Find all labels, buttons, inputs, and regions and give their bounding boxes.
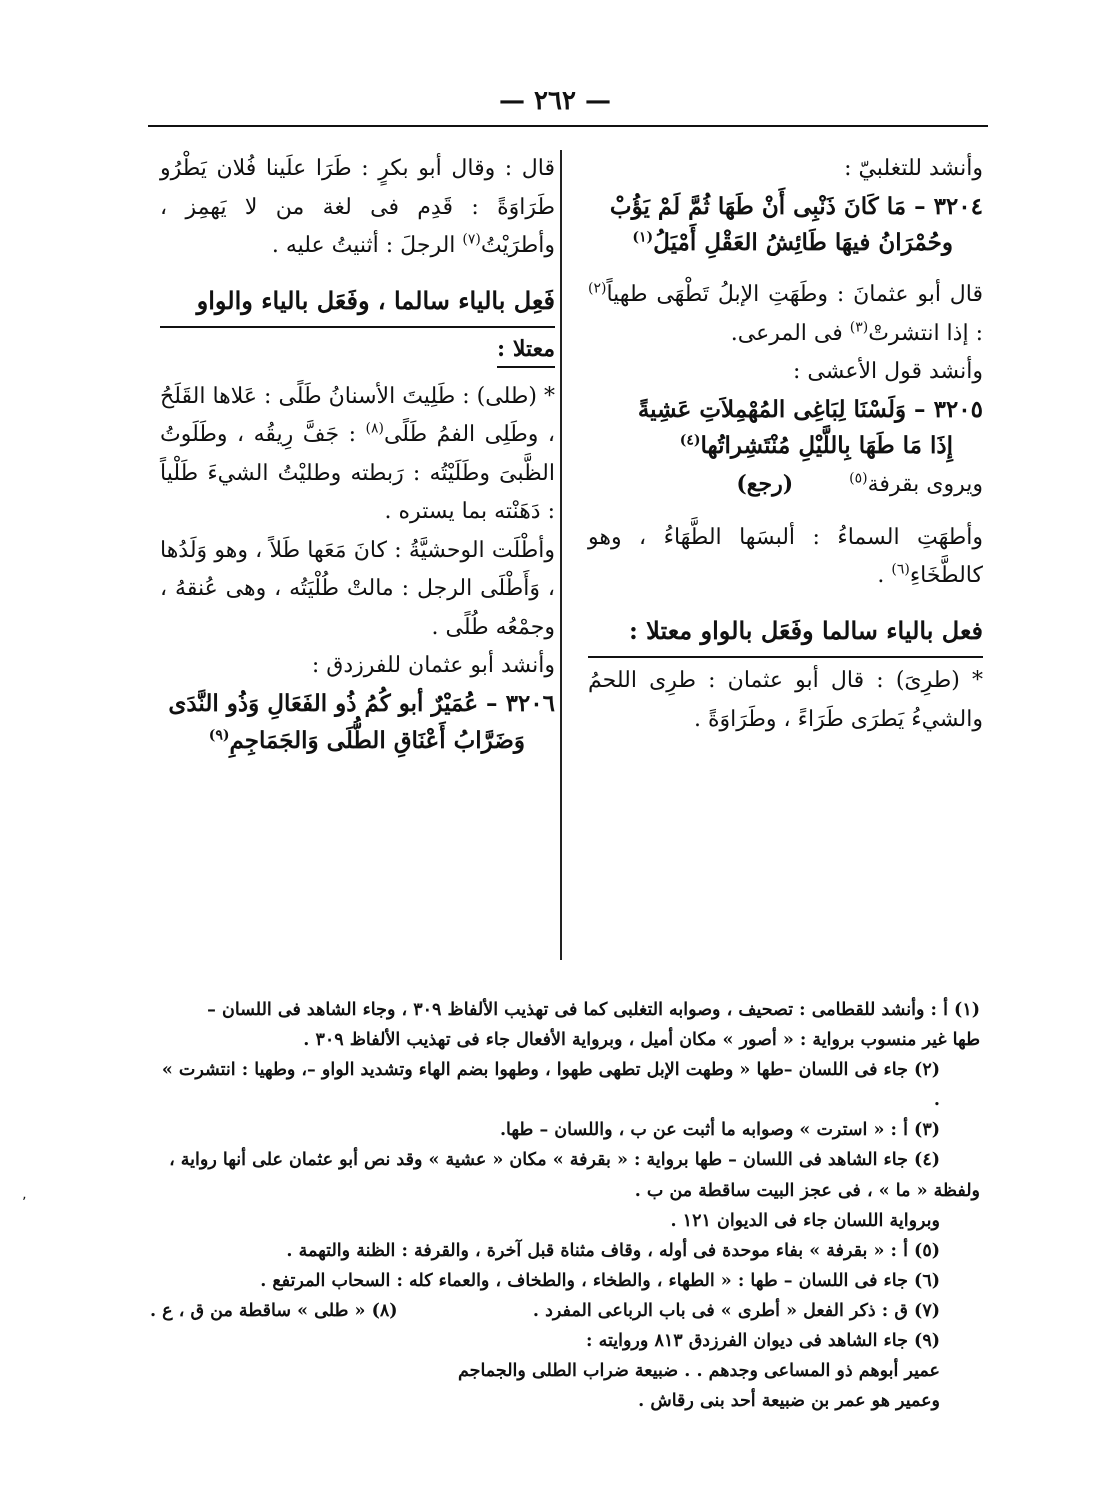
page-number: — ٢٦٢ — xyxy=(498,86,612,116)
para-abu-bakr xyxy=(160,150,555,266)
verse-3205-second xyxy=(588,428,983,465)
footnote-1-cont: طها غير منسوب برواية : « أصور » مكان أميل ، وبرواية الأفعال جاء فى تهذيب الألفاظ ٣٠٩ . xyxy=(303,1030,980,1051)
footnote-7: (٧) ق : ذكر الفعل « أطرى » فى باب الرباعى المفرد . xyxy=(532,1300,940,1321)
riwaya-text: ويروى بقرفة xyxy=(867,472,983,498)
intro-farazdaq: وأنشد أبو عثمان للفرزدق : xyxy=(311,653,555,679)
footnote-ref: (٧) xyxy=(462,231,481,248)
para-wahshiya: وأطْلَت الوحشيَّةُ : كانَ مَعَها طَلاً ، وهو وَلَدُها ، وَأَطْلَى الرجل : مالتْ طُلْيَتُه ، وهى عُنقهُ ، وجمْعُه طُلًى . xyxy=(160,537,555,640)
intro-aasha: وأنشد قول الأعشى : xyxy=(792,359,983,385)
footnote-ref: (٨) xyxy=(365,421,384,438)
footnote-ref: (١) xyxy=(632,229,654,246)
para-abu-uthman xyxy=(588,276,983,353)
left-column xyxy=(160,150,555,759)
para-tara: * (طرِىَ) : قال أبو عثمان : طرِى اللحمُ والشيءُ يَطرَى طَرَاءً ، وطَرَاوَةً . xyxy=(588,668,983,732)
verse-3206-first: ٣٢٠٦ – عُمَيْرٌ أبو كُمُ ذُو الفَعَالِ وَذُو النَّدَى xyxy=(168,689,555,717)
stray-mark: ٬ xyxy=(22,1195,27,1211)
para-sama-end: . xyxy=(877,563,885,589)
para-tala-text-2: : جَفَّ رِيقُه ، وطَلَوتُ الظَّبىَ وطَلَيْتُه : رَبطته وطليْتُ الشيءَ طَلْياً : دَهَنْته بما يستره . xyxy=(160,422,555,525)
footnote-4-cont-2: وبرواية اللسان جاء فى الديوان ١٢١ . xyxy=(670,1210,940,1231)
para-abu-uthman-text-3: فى المرعى. xyxy=(730,320,843,346)
riwaya-line xyxy=(588,465,983,505)
footnote-2: (٢) جاء فى اللسان –طها « وطهت الإبل تطهى طهوا ، وطهوا بضم الهاء وتشديد الواو –، وطهيا : انتشرت » . xyxy=(161,1060,940,1111)
footnote-4: (٤) جاء الشاهد فى اللسان – طها برواية : « بقرفة » مكان « عشية » وقد نص أبو عثمان على أنها رواية ، xyxy=(169,1150,940,1171)
right-column xyxy=(588,150,983,739)
riwaya-ref: (رجع) xyxy=(736,471,794,498)
para-abu-uthman-text: قال أبو عثمانَ : وطَهَتِ الإبلُ تَطْهَى طهياً xyxy=(606,282,983,308)
para-sama xyxy=(588,519,983,596)
para-tala-text: * (طلى) : طَلِيتَ الأسنانُ طَلًى : عَلاها القَلَحُ ، وطَلِى الفمُ طَلًى xyxy=(160,383,555,448)
section-heading-left: فَعِل بالياء سالما ، وفَعَل بالياء والواو xyxy=(160,282,555,328)
footnote-3: (٣) أ : « استرت » وصوابه ما أثبت عن ب ، واللسان – طها. xyxy=(499,1120,940,1141)
section-heading-left-continued: معتلا : xyxy=(497,336,555,368)
verse-3204-second-text: وحُمْرَانُ فيهَا طَائِشُ العَقْلِ أَمْيَلُ xyxy=(653,229,953,257)
para-tala xyxy=(160,378,555,532)
footnote-9-note: وعمير هو عمر بن ضبيعة أحد بنى رقاش . xyxy=(638,1391,940,1412)
verse-3204-first: ٣٢٠٤ – مَا كَانَ ذَنْبِى أَنْ طَهَا ثُمَّ لَمْ يَؤُبْ xyxy=(609,192,983,220)
footnote-6: (٦) جاء فى اللسان – طها : « الطهاء ، والطخاء ، والطخاف ، والعماء كله : السحاب المرتفع . xyxy=(260,1270,940,1291)
verse-3205-second-text: إِذَا مَا طَهَا بِاللَّيْلِ مُنْتَشِراتُها xyxy=(700,432,953,460)
footnote-ref: (٤) xyxy=(679,432,701,449)
para-abu-bakr-text: قال : وقال أبو بكرٍ : طَرَا علَينا فُلان يَطْرُو طَرَاوَةً : قَدِم فى لغة من لا يَهمِز ، وأطرَيْتُ xyxy=(160,156,555,258)
verse-3206-second-text: وَضَرَّابُ أَعْنَاقِ الطُّلَى وَالجَمَاجِمِ xyxy=(229,726,525,754)
footnote-ref: (٣) xyxy=(849,319,869,336)
verse-3204-second xyxy=(588,225,983,262)
footnote-4-cont: ولفظة « ما » ، فى عجز البيت ساقطة من ب . xyxy=(634,1180,980,1201)
verse-3205-first: ٣٢٠٥ – وَلَسْنَا لِبَاغِى المُهْمِلاَتِ عَشِيةً xyxy=(637,395,983,423)
intro-taghlibi: وأنشد للتغلبيّ : xyxy=(844,156,983,181)
footnote-9-verse: عمير أبوهم ذو المساعى وجدهم . . ضبيعة ضراب الطلى والجماجم xyxy=(458,1361,940,1382)
verse-3206-second xyxy=(160,723,555,760)
footnote-7-8-row xyxy=(150,1296,980,1326)
section-heading-right: فعل بالياء سالما وفَعَل بالواو معتلا : xyxy=(588,612,983,658)
footnote-5: (٥) أ : « بقرفة » بفاء موحدة فى أوله ، وقاف مثناة قبل آخرة ، والقرفة : الظنة والتهمة . xyxy=(286,1240,940,1261)
footnote-ref: (٦) xyxy=(891,561,910,578)
footnote-1: (١) أ : وأنشد للقطامى : تصحيف ، وصوابه التغلبى كما فى تهذيب الألفاظ ٣٠٩ ، وجاء الشاهد فى اللسان – xyxy=(207,1000,980,1020)
footnote-ref: (٢) xyxy=(588,280,607,297)
column-divider xyxy=(560,150,562,960)
footnote-9: (٩) جاء الشاهد فى ديوان الفرزدق ٨١٣ وروايته : xyxy=(586,1331,940,1352)
footnote-ref: (٩) xyxy=(208,727,230,744)
footnote-ref: (٥) xyxy=(849,470,868,487)
footnote-8: (٨) « طلى » ساقطة من ق ، ع . xyxy=(150,1300,398,1321)
footnotes xyxy=(150,995,980,1416)
para-sama-text: وأطهَتِ السماءُ : ألبسَها الطَّهَاءُ ، وهو كالطَّخَاءِ xyxy=(588,524,983,589)
para-abu-bakr-end: الرجلَ : أثنيتُ عليه . xyxy=(271,233,456,258)
header-rule xyxy=(148,125,988,127)
para-abu-uthman-text-2: : إذا انتشرتْ xyxy=(868,320,983,346)
